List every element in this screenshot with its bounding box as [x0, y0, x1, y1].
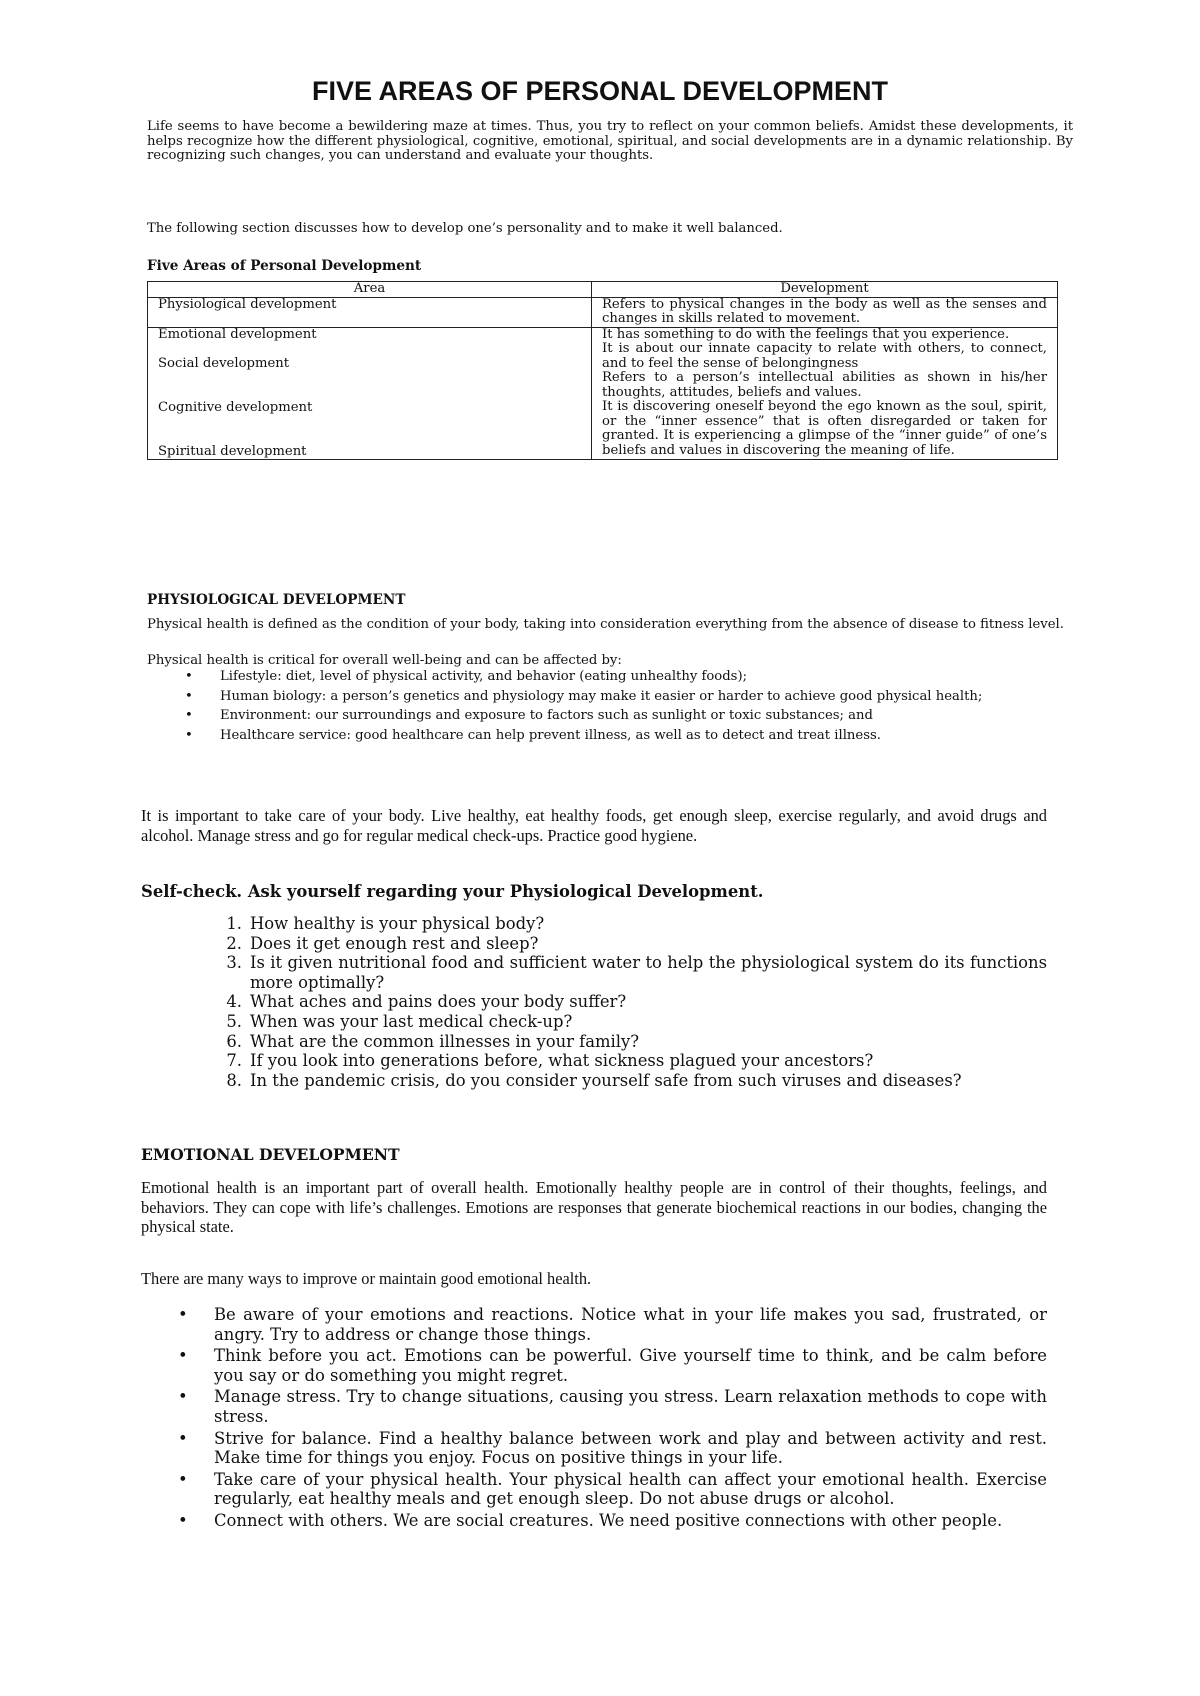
question-number: 2. — [226, 933, 242, 953]
selfcheck-question-list — [226, 914, 1047, 1090]
list-item — [226, 992, 1047, 1012]
question-text: What are the common illnesses in your family? — [250, 1031, 640, 1051]
list-item — [226, 953, 1047, 992]
list-item — [178, 1470, 1047, 1509]
list-item-text: Manage stress. Try to change situations, causing you stress. Learn relaxation methods to cope with stress. — [214, 1387, 1047, 1426]
area-emotional: Emotional development — [158, 326, 317, 342]
bullet-icon: • — [178, 1305, 188, 1324]
list-item — [185, 709, 1073, 724]
table-cell-area-group — [148, 327, 592, 460]
list-item — [185, 729, 1073, 744]
question-number: 5. — [226, 1011, 242, 1031]
list-item-text: Connect with others. We are social creatures. We need positive connections with other people. — [214, 1510, 1003, 1530]
page-title: FIVE AREAS OF PERSONAL DEVELOPMENT — [311, 76, 889, 106]
list-item — [226, 933, 1047, 954]
question-number: 7. — [226, 1051, 242, 1071]
emotional-heading: EMOTIONAL DEVELOPMENT — [141, 1145, 400, 1164]
intro-paragraph-2: The following section discusses how to develop one’s personality and to make it well balanced. — [147, 221, 783, 236]
question-number: 8. — [226, 1070, 242, 1090]
area-social: Social development — [158, 355, 290, 371]
question-text: Does it get enough rest and sleep? — [250, 933, 539, 953]
list-item-text: Environment: our surroundings and exposure to factors such as sunlight or toxic substances; and — [220, 708, 873, 724]
emotional-paragraph-2: There are many ways to improve or maintain good emotional health. — [141, 1269, 592, 1288]
list-item — [226, 1011, 1047, 1032]
emotional-tips-list — [178, 1305, 1047, 1531]
development-emotional: It has something to do with the feelings that you experience. — [602, 326, 1010, 342]
physiological-factor-list — [185, 670, 1073, 743]
table-cell-development-group — [592, 327, 1058, 460]
column-header-area: Area — [148, 282, 592, 298]
list-item — [178, 1346, 1047, 1385]
list-item — [226, 1070, 1047, 1091]
intro-paragraph-1: Life seems to have become a bewildering maze at times. Thus, you try to reflect on your common beliefs. Amidst these developments, it helps recognize how the different physiological, cognitive, emotional, spiritual, and social developments are in a dynamic relationship. By recognizing such changes, you can understand and evaluate your thoughts. — [147, 119, 1073, 164]
question-text: In the pandemic crisis, do you consider yourself safe from such viruses and diseases? — [250, 1070, 962, 1090]
question-text: Is it given nutritional food and sufficient water to help the physiological system do its functions more optimally? — [250, 953, 1047, 992]
table-heading: Five Areas of Personal Development — [147, 258, 422, 274]
list-item — [178, 1429, 1047, 1468]
table-cell-development: Refers to physical changes in the body as well as the senses and changes in skills related to movement. — [592, 297, 1058, 327]
question-text: What aches and pains does your body suffer? — [250, 992, 627, 1012]
selfcheck-heading: Self-check. Ask yourself regarding your Physiological Development. — [141, 882, 764, 901]
physiological-paragraph-1: Physical health is defined as the condition of your body, taking into consideration everything from the absence of disease to fitness level. — [147, 617, 1064, 632]
list-item — [178, 1387, 1047, 1426]
area-spiritual: Spiritual development — [158, 443, 307, 459]
bullet-icon: • — [185, 708, 193, 724]
table-row — [148, 327, 1058, 460]
question-number: 6. — [226, 1031, 242, 1051]
bullet-icon: • — [178, 1346, 188, 1366]
question-text: How healthy is your physical body? — [250, 914, 545, 933]
list-item-text: Be aware of your emotions and reactions. Notice what in your life makes you sad, frustrated, or angry. Try to address or change those things. — [214, 1305, 1047, 1344]
question-text: If you look into generations before, what sickness plagued your ancestors? — [250, 1051, 874, 1071]
list-item-text: Take care of your physical health. Your physical health can affect your emotional health. Exercise regularly, eat healthy meals and get enough sleep. Do not abuse drugs or alcohol. — [214, 1469, 1047, 1509]
bullet-icon: • — [185, 727, 193, 743]
areas-table — [147, 281, 1058, 460]
list-item — [226, 1031, 1047, 1052]
column-header-development: Development — [592, 282, 1058, 298]
bullet-icon: • — [185, 688, 193, 704]
question-number: 3. — [226, 953, 242, 973]
list-item-text: Human biology: a person’s genetics and physiology may make it easier or harder to achieve good physical health; — [220, 688, 983, 704]
development-spiritual: It is discovering oneself beyond the ego known as the soul, spirit, or the “inner essence” that is often disregarded or taken for granted. It is experiencing a glimpse of the “inner guide” of one’s beliefs and values in discovering the meaning of life. — [602, 399, 1047, 458]
list-item — [185, 670, 1073, 685]
bullet-icon: • — [178, 1387, 188, 1407]
list-item-text: Think before you act. Emotions can be powerful. Give yourself time to think, and be calm before you say or do something you might regret. — [214, 1346, 1047, 1385]
physiological-paragraph-3: It is important to take care of your body. Live healthy, eat healthy foods, get enough sleep, exercise regularly, and avoid drugs and alcohol. Manage stress and go for regular medical check-ups. Practice good hygiene. — [141, 806, 1047, 845]
list-item-text: Healthcare service: good healthcare can help prevent illness, as well as to detect and treat illness. — [220, 727, 881, 743]
bullet-icon: • — [178, 1428, 188, 1448]
list-item — [178, 1305, 1047, 1344]
list-item-text: Strive for balance. Find a healthy balance between work and play and between activity and rest. Make time for things you enjoy. Focus on positive things in your life. — [214, 1428, 1047, 1468]
question-text: When was your last medical check-up? — [250, 1011, 573, 1031]
development-social: It is about our innate capacity to relate with others, to connect, and to feel the sense of belongingness — [602, 341, 1047, 371]
area-cognitive: Cognitive development — [158, 399, 313, 415]
question-number: 4. — [226, 992, 242, 1012]
question-number: 1. — [226, 914, 242, 933]
bullet-icon: • — [178, 1510, 188, 1530]
table-row — [148, 297, 1058, 327]
list-item — [226, 914, 1047, 934]
list-item-text: Lifestyle: diet, level of physical activity, and behavior (eating unhealthy foods); — [220, 669, 748, 684]
emotional-paragraph-1: Emotional health is an important part of overall health. Emotionally healthy people are in control of their thoughts, feelings, and behaviors. They can cope with life’s challenges. Emotions are responses that generate biochemical reactions in our bodies, changing the physical state. — [141, 1178, 1047, 1237]
physiological-heading: PHYSIOLOGICAL DEVELOPMENT — [147, 592, 406, 608]
physiological-paragraph-2: Physical health is critical for overall well-being and can be affected by: — [147, 653, 622, 668]
bullet-icon: • — [185, 669, 193, 684]
table-header-row — [148, 282, 1058, 298]
table-cell-area: Physiological development — [148, 297, 592, 327]
development-cognitive: Refers to a person’s intellectual abilities as shown in his/her thoughts, attitudes, beliefs and values. — [602, 370, 1047, 400]
list-item — [178, 1511, 1047, 1531]
list-item — [226, 1051, 1047, 1071]
bullet-icon: • — [178, 1469, 188, 1489]
list-item — [185, 690, 1073, 705]
